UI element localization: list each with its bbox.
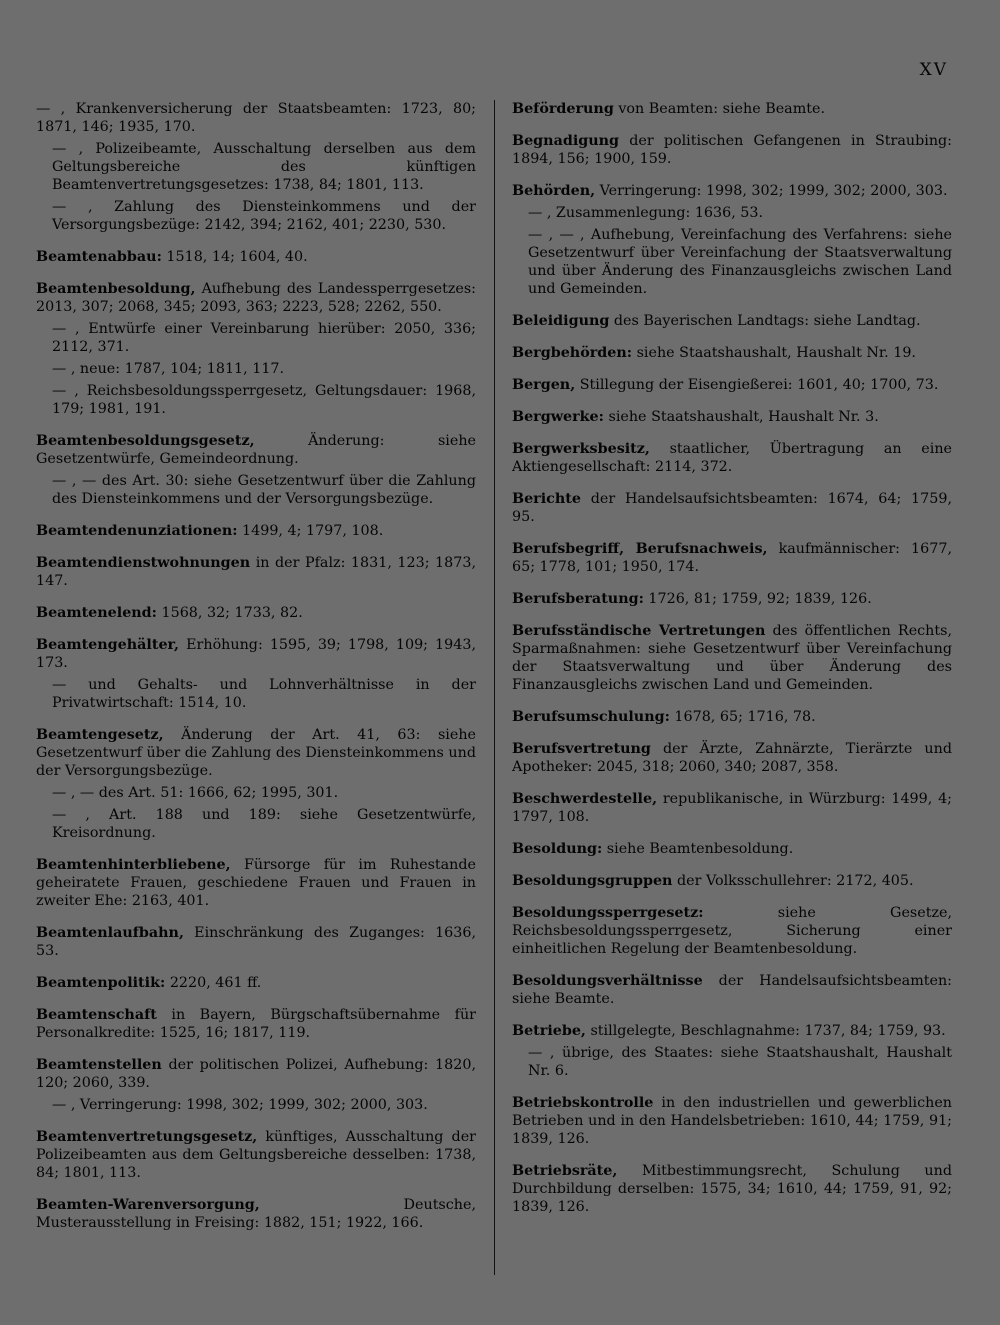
entry-headword: Besoldungssperrgesetz: — [512, 905, 704, 921]
entry-headword: Beamtengesetz, — [36, 727, 164, 743]
entry-text: in Bayern, Bürgschaftsübernahme für Personalkredite: 1525, 16; 1817, 119. — [36, 1007, 476, 1041]
entry-headword: Berufsberatung: — [512, 591, 644, 607]
entry-headword: Beförderung — [512, 101, 614, 117]
entry-text: siehe Staatshaushalt, Haushalt Nr. 19. — [632, 345, 916, 361]
index-entry — [36, 522, 476, 540]
entry-text: 1499, 4; 1797, 108. — [237, 523, 384, 539]
entry-subentry: — , — des Art. 51: 1666, 62; 1995, 301. — [52, 785, 339, 801]
index-entry — [512, 1162, 952, 1216]
entry-text: Änderung der Art. 41, 63: siehe Gesetzentwurf über die Zahlung des Diensteinkommens und der Versorgungsbezüge. — [36, 727, 476, 779]
entry-headword: Beamtenbesoldung, — [36, 281, 196, 297]
entry-subentry: — , Entwürfe einer Vereinbarung hierüber: 2050, 336; 2112, 371. — [52, 321, 476, 355]
entry-headword: Betriebe, — [512, 1023, 586, 1039]
entry-headword: Beamtenpolitik: — [36, 975, 166, 991]
index-entry — [512, 1022, 952, 1080]
index-entry — [36, 100, 476, 234]
entry-text: 1568, 32; 1733, 82. — [156, 605, 303, 621]
entry-headword: Bergwerksbesitz, — [512, 441, 650, 457]
entry-text: 1678, 65; 1716, 78. — [669, 709, 816, 725]
index-entry — [36, 726, 476, 842]
right-column — [512, 100, 952, 1230]
index-entry — [512, 708, 952, 726]
entry-headword: Bergwerke: — [512, 409, 604, 425]
entry-text: Erhöhung: 1595, 39; 1798, 109; 1943, 173. — [36, 637, 476, 671]
entry-headword: Beamtenelend: — [36, 605, 157, 621]
entry-text: — , Krankenversicherung der Staatsbeamten: 1723, 80; 1871, 146; 1935, 170. — [36, 101, 476, 135]
column-divider — [494, 100, 495, 1275]
index-entry — [512, 590, 952, 608]
entry-text: 2220, 461 ff. — [165, 975, 262, 991]
entry-text: Stillegung der Eisengießerei: 1601, 40; 1700, 73. — [575, 377, 939, 393]
entry-headword: Bergen, — [512, 377, 576, 393]
index-entry — [512, 622, 952, 694]
entry-headword: Beamtenstellen — [36, 1057, 162, 1073]
entry-headword: Berufsbegriff, Berufsnachweis, — [512, 541, 768, 557]
index-entry — [36, 636, 476, 712]
entry-headword: Besoldungsverhältnisse — [512, 973, 703, 989]
index-entry — [36, 248, 476, 266]
index-entry — [512, 1094, 952, 1148]
entry-text: siehe Gesetze, Reichsbesoldungssperrgesetz, Sicherung einer einheitlichen Regelung der Beamtenbesoldung. — [512, 905, 952, 957]
entry-text: der politischen Polizei, Aufhebung: 1820, 120; 2060, 339. — [36, 1057, 476, 1091]
entry-text: siehe Staatshaushalt, Haushalt Nr. 3. — [603, 409, 879, 425]
index-entry — [512, 440, 952, 476]
entry-text: in der Pfalz: 1831, 123; 1873, 147. — [36, 555, 476, 589]
entry-subentry: — , Reichsbesoldungssperrgesetz, Geltungsdauer: 1968, 179; 1981, 191. — [52, 383, 476, 417]
entry-subentry: — und Gehalts- und Lohnverhältnisse in der Privatwirtschaft: 1514, 10. — [52, 677, 476, 711]
entry-text: Änderung: siehe Gesetzentwürfe, Gemeindeordnung. — [36, 433, 476, 467]
entry-text: der politischen Gefangenen in Straubing: 1894, 156; 1900, 159. — [512, 133, 952, 167]
entry-text: Fürsorge für im Ruhestande geheiratete Frauen, geschiedene Frauen und Frauen in zweiter Ehe: 2163, 401. — [36, 857, 476, 909]
entry-headword: Berufsvertretung — [512, 741, 651, 757]
index-entry — [512, 344, 952, 362]
index-entry — [512, 132, 952, 168]
entry-headword: Beamtendenunziationen: — [36, 523, 238, 539]
entry-headword: Berichte — [512, 491, 581, 507]
index-entry — [36, 974, 476, 992]
entry-headword: Betriebsräte, — [512, 1163, 618, 1179]
page-number: XV — [919, 60, 948, 80]
index-entry — [36, 604, 476, 622]
index-entry — [512, 408, 952, 426]
entry-headword: Besoldungsgruppen — [512, 873, 673, 889]
entry-subentry: — , übrige, des Staates: siehe Staatshaushalt, Haushalt Nr. 6. — [528, 1045, 952, 1079]
entry-subentry: — , Zahlung des Diensteinkommens und der Versorgungsbezüge: 2142, 394; 2162, 401; 2230, 530. — [52, 199, 476, 233]
index-entry — [512, 312, 952, 330]
entry-text: staatlicher, Übertragung an eine Aktiengesellschaft: 2114, 372. — [512, 441, 952, 475]
entry-headword: Behörden, — [512, 183, 596, 199]
entry-text: Deutsche, Musterausstellung in Freising: 1882, 151; 1922, 166. — [36, 1197, 476, 1231]
left-column — [36, 100, 476, 1246]
index-entry — [36, 856, 476, 910]
entry-text: künftiges, Ausschaltung der Polizeibeamten aus dem Geltungsbereiche desselben: 1738, 84; 1801, 113. — [36, 1129, 476, 1181]
entry-headword: Besoldung: — [512, 841, 603, 857]
entry-headword: Beamtenschaft — [36, 1007, 157, 1023]
entry-subentry: — , neue: 1787, 104; 1811, 117. — [52, 361, 285, 377]
entry-headword: Beamtenbesoldungsgesetz, — [36, 433, 255, 449]
entry-text: in den industriellen und gewerblichen Betrieben und in den Handelsbetrieben: 1610, 44; 1759, 91; 1839, 126. — [512, 1095, 952, 1147]
entry-subentry: — , Art. 188 und 189: siehe Gesetzentwürfe, Kreisordnung. — [52, 807, 476, 841]
entry-text: 1726, 81; 1759, 92; 1839, 126. — [643, 591, 872, 607]
entry-headword: Beleidigung — [512, 313, 610, 329]
entry-text: des öffentlichen Rechts, Sparmaßnahmen: siehe Gesetzentwurf über Vereinfachung der Staatsverwaltung und über Änderung des Finanzausgleichs zwischen Land und Gemeinden. — [512, 623, 952, 693]
index-entry — [512, 872, 952, 890]
index-entry — [36, 1006, 476, 1042]
entry-subentry: — , — des Art. 30: siehe Gesetzentwurf über die Zahlung des Diensteinkommens und der Versorgungsbezüge. — [52, 473, 476, 507]
index-entry — [512, 972, 952, 1008]
entry-text: von Beamten: siehe Beamte. — [613, 101, 825, 117]
entry-subentry: — , Verringerung: 1998, 302; 1999, 302; 2000, 303. — [52, 1097, 428, 1113]
entry-text: stillgelegte, Beschlagnahme: 1737, 84; 1759, 93. — [585, 1023, 946, 1039]
entry-text: des Bayerischen Landtags: siehe Landtag. — [609, 313, 921, 329]
entry-headword: Betriebskontrolle — [512, 1095, 654, 1111]
entry-text: der Handelsaufsichtsbeamten: 1674, 64; 1759, 95. — [512, 491, 952, 525]
entry-subentry: — , Polizeibeamte, Ausschaltung derselben aus dem Geltungsbereiche des künftigen Beamtenvertretungsgesetzes: 1738, 84; 1801, 113. — [52, 141, 476, 193]
entry-text: Mitbestimmungsrecht, Schulung und Durchbildung derselben: 1575, 34; 1610, 44; 1759, 91, 92; 1839, 126. — [512, 1163, 952, 1215]
index-entry — [36, 1128, 476, 1182]
index-entry — [36, 554, 476, 590]
index-entry — [512, 100, 952, 118]
entry-headword: Bergbehörden: — [512, 345, 633, 361]
index-entry — [36, 1056, 476, 1114]
entry-headword: Berufsumschulung: — [512, 709, 670, 725]
entry-headword: Beamtengehälter, — [36, 637, 180, 653]
index-entry — [36, 432, 476, 508]
entry-headword: Berufsständische Vertretungen — [512, 623, 766, 639]
index-entry — [512, 182, 952, 298]
index-entry — [512, 490, 952, 526]
entry-headword: Beamtenlaufbahn, — [36, 925, 184, 941]
index-entry — [512, 904, 952, 958]
index-entry — [36, 924, 476, 960]
index-entry — [512, 840, 952, 858]
entry-text: republikanische, in Würzburg: 1499, 4; 1797, 108. — [512, 791, 952, 825]
entry-text: der Handelsaufsichtsbeamten: siehe Beamte. — [512, 973, 952, 1007]
entry-text: kaufmännischer: 1677, 65; 1778, 101; 1950, 174. — [512, 541, 952, 575]
entry-headword: Beschwerdestelle, — [512, 791, 658, 807]
entry-text: der Ärzte, Zahnärzte, Tierärzte und Apotheker: 2045, 318; 2060, 340; 2087, 358. — [512, 741, 952, 775]
entry-text: Verringerung: 1998, 302; 1999, 302; 2000, 303. — [595, 183, 948, 199]
entry-headword: Beamtenabbau: — [36, 249, 162, 265]
index-entry — [36, 280, 476, 418]
index-entry — [512, 740, 952, 776]
entry-text: Einschränkung des Zuganges: 1636, 53. — [36, 925, 476, 959]
entry-text: 1518, 14; 1604, 40. — [161, 249, 308, 265]
entry-text: der Volksschullehrer: 2172, 405. — [672, 873, 914, 889]
entry-headword: Begnadigung — [512, 133, 620, 149]
index-entry — [36, 1196, 476, 1232]
entry-headword: Beamten-Warenversorgung, — [36, 1197, 260, 1213]
entry-text: Aufhebung des Landessperrgesetzes: 2013, 307; 2068, 345; 2093, 363; 2223, 528; 2262, 550. — [36, 281, 476, 315]
entry-text: siehe Beamtenbesoldung. — [602, 841, 794, 857]
entry-headword: Beamtenvertretungsgesetz, — [36, 1129, 258, 1145]
index-entry — [512, 540, 952, 576]
entry-headword: Beamtenhinterbliebene, — [36, 857, 231, 873]
entry-headword: Beamtendienstwohnungen — [36, 555, 251, 571]
index-entry — [512, 790, 952, 826]
entry-subentry: — , — , Aufhebung, Vereinfachung des Verfahrens: siehe Gesetzentwurf über Vereinfachung der Staatsverwaltung und über Änderung des Finanzausgleichs zwischen Land und Gemeinden. — [528, 227, 952, 297]
index-entry — [512, 376, 952, 394]
entry-subentry: — , Zusammenlegung: 1636, 53. — [528, 205, 764, 221]
